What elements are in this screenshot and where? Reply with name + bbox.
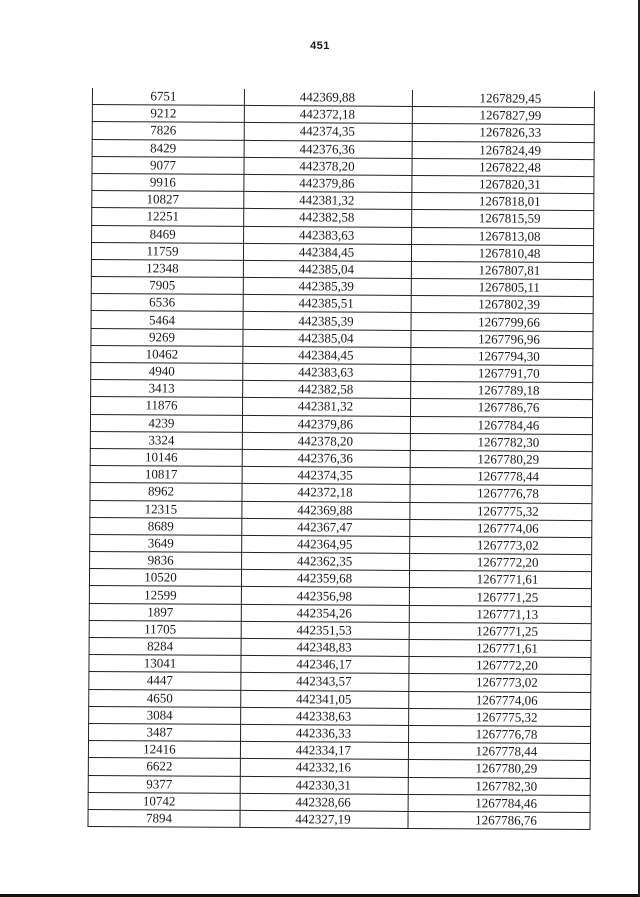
y-coordinate-cell: 1267776,78 (410, 485, 592, 503)
y-coordinate-cell: 1267784,46 (410, 416, 592, 434)
y-coordinate-cell: 1267815,59 (412, 210, 594, 228)
x-coordinate-cell: 442367,47 (242, 518, 410, 536)
point-number-cell: 6751 (92, 88, 244, 106)
x-coordinate-cell: 442382,58 (244, 209, 412, 227)
point-number-cell: 8469 (92, 225, 244, 243)
x-coordinate-cell: 442369,88 (244, 89, 412, 107)
y-coordinate-cell: 1267773,02 (410, 536, 592, 554)
x-coordinate-cell: 442381,32 (243, 398, 411, 416)
x-coordinate-cell: 442374,35 (244, 123, 412, 141)
y-coordinate-cell: 1267813,08 (412, 227, 594, 245)
x-coordinate-cell: 442328,66 (240, 793, 408, 811)
y-coordinate-cell: 1267776,78 (409, 725, 591, 743)
point-number-cell: 8962 (90, 483, 242, 501)
point-number-cell: 11876 (91, 397, 243, 415)
y-coordinate-cell: 1267772,20 (409, 657, 591, 675)
point-number-cell: 9916 (92, 173, 244, 191)
x-coordinate-cell: 442354,26 (241, 604, 409, 622)
y-coordinate-cell: 1267780,29 (410, 450, 592, 468)
point-number-cell: 4650 (89, 689, 241, 707)
point-number-cell: 3324 (90, 431, 242, 449)
point-number-cell: 1897 (89, 603, 241, 621)
y-coordinate-cell: 1267775,32 (409, 708, 591, 726)
y-coordinate-cell: 1267807,81 (411, 261, 593, 279)
point-number-cell: 10520 (89, 569, 241, 587)
y-coordinate-cell: 1267820,31 (412, 175, 594, 193)
y-coordinate-cell: 1267772,20 (410, 554, 592, 572)
point-number-cell: 10742 (88, 792, 240, 810)
point-number-cell: 10817 (90, 466, 242, 484)
point-number-cell: 12348 (91, 259, 243, 277)
table-row (88, 809, 590, 829)
point-number-cell: 9269 (91, 328, 243, 346)
point-number-cell: 9212 (92, 105, 244, 123)
x-coordinate-cell: 442332,16 (240, 759, 408, 777)
y-coordinate-cell: 1267827,99 (412, 107, 594, 125)
point-number-cell: 12315 (90, 500, 242, 518)
y-coordinate-cell: 1267824,49 (412, 141, 594, 159)
x-coordinate-cell: 442376,36 (244, 140, 412, 158)
point-number-cell: 7894 (88, 809, 240, 827)
point-number-cell: 5464 (91, 311, 243, 329)
y-coordinate-cell: 1267822,48 (412, 158, 594, 176)
y-coordinate-cell: 1267789,18 (411, 382, 593, 400)
point-number-cell: 4447 (89, 672, 241, 690)
y-coordinate-cell: 1267782,30 (408, 777, 590, 795)
x-coordinate-cell: 442384,45 (243, 346, 411, 364)
point-number-cell: 13041 (89, 655, 241, 673)
y-coordinate-cell: 1267826,33 (412, 124, 594, 142)
x-coordinate-cell: 442378,20 (242, 432, 410, 450)
x-coordinate-cell: 442374,35 (242, 467, 410, 485)
point-number-cell: 7826 (92, 122, 244, 140)
y-coordinate-cell: 1267775,32 (410, 502, 592, 520)
x-coordinate-cell: 442334,17 (240, 742, 408, 760)
x-coordinate-cell: 442385,39 (243, 277, 411, 295)
x-coordinate-cell: 442381,32 (244, 192, 412, 210)
point-number-cell: 10827 (92, 191, 244, 209)
x-coordinate-cell: 442376,36 (242, 449, 410, 467)
x-coordinate-cell: 442369,88 (242, 501, 410, 519)
x-coordinate-cell: 442372,18 (242, 484, 410, 502)
coordinates-table-container (87, 88, 594, 830)
point-number-cell: 3649 (90, 534, 242, 552)
y-coordinate-cell: 1267778,44 (408, 743, 590, 761)
x-coordinate-cell: 442362,35 (242, 552, 410, 570)
point-number-cell: 9836 (90, 552, 242, 570)
point-number-cell: 10146 (90, 448, 242, 466)
y-coordinate-cell: 1267782,30 (410, 433, 592, 451)
point-number-cell: 3487 (89, 723, 241, 741)
x-coordinate-cell: 442378,20 (244, 157, 412, 175)
y-coordinate-cell: 1267786,76 (411, 399, 593, 417)
x-coordinate-cell: 442346,17 (241, 656, 409, 674)
x-coordinate-cell: 442327,19 (240, 810, 408, 828)
point-number-cell: 4940 (91, 362, 243, 380)
point-number-cell: 11759 (91, 242, 243, 260)
x-coordinate-cell: 442351,53 (241, 621, 409, 639)
point-number-cell: 4239 (90, 414, 242, 432)
y-coordinate-cell: 1267773,02 (409, 674, 591, 692)
point-number-cell: 3413 (91, 380, 243, 398)
y-coordinate-cell: 1267774,06 (410, 519, 592, 537)
y-coordinate-cell: 1267780,29 (408, 760, 590, 778)
point-number-cell: 9077 (92, 156, 244, 174)
y-coordinate-cell: 1267786,76 (408, 811, 590, 829)
coordinates-table-body (88, 88, 595, 830)
x-coordinate-cell: 442359,68 (241, 570, 409, 588)
x-coordinate-cell: 442385,39 (243, 312, 411, 330)
y-coordinate-cell: 1267774,06 (409, 691, 591, 709)
point-number-cell: 3084 (89, 706, 241, 724)
x-coordinate-cell: 442385,51 (243, 295, 411, 313)
point-number-cell: 6536 (91, 294, 243, 312)
point-number-cell: 6622 (88, 758, 240, 776)
y-coordinate-cell: 1267818,01 (412, 193, 594, 211)
y-coordinate-cell: 1267799,66 (411, 313, 593, 331)
point-number-cell: 9377 (88, 775, 240, 793)
point-number-cell: 10462 (91, 345, 243, 363)
x-coordinate-cell: 442341,05 (241, 690, 409, 708)
coordinates-table (87, 88, 595, 830)
point-number-cell: 12251 (92, 208, 244, 226)
y-coordinate-cell: 1267791,70 (411, 364, 593, 382)
y-coordinate-cell: 1267771,25 (409, 622, 591, 640)
point-number-cell: 8284 (89, 637, 241, 655)
y-coordinate-cell: 1267805,11 (411, 279, 593, 297)
point-number-cell: 8429 (92, 139, 244, 157)
x-coordinate-cell: 442385,04 (243, 329, 411, 347)
page-number: 451 (310, 40, 330, 52)
x-coordinate-cell: 442343,57 (241, 673, 409, 691)
y-coordinate-cell: 1267771,13 (409, 605, 591, 623)
y-coordinate-cell: 1267802,39 (411, 296, 593, 314)
point-number-cell: 12599 (89, 586, 241, 604)
x-coordinate-cell: 442379,86 (242, 415, 410, 433)
point-number-cell: 11705 (89, 620, 241, 638)
point-number-cell: 12416 (88, 741, 240, 759)
point-number-cell: 8689 (90, 517, 242, 535)
x-coordinate-cell: 442330,31 (240, 776, 408, 794)
y-coordinate-cell: 1267771,25 (409, 588, 591, 606)
y-coordinate-cell: 1267784,46 (408, 794, 590, 812)
x-coordinate-cell: 442336,33 (241, 724, 409, 742)
x-coordinate-cell: 442383,63 (243, 363, 411, 381)
y-coordinate-cell: 1267794,30 (411, 347, 593, 365)
x-coordinate-cell: 442364,95 (242, 535, 410, 553)
y-coordinate-cell: 1267810,48 (411, 244, 593, 262)
y-coordinate-cell: 1267771,61 (409, 571, 591, 589)
x-coordinate-cell: 442383,63 (244, 226, 412, 244)
x-coordinate-cell: 442372,18 (244, 106, 412, 124)
x-coordinate-cell: 442356,98 (241, 587, 409, 605)
x-coordinate-cell: 442385,04 (243, 260, 411, 278)
y-coordinate-cell: 1267771,61 (409, 639, 591, 657)
point-number-cell: 7905 (91, 277, 243, 295)
y-coordinate-cell: 1267778,44 (410, 468, 592, 486)
y-coordinate-cell: 1267796,96 (411, 330, 593, 348)
x-coordinate-cell: 442379,86 (244, 174, 412, 192)
x-coordinate-cell: 442382,58 (243, 381, 411, 399)
x-coordinate-cell: 442338,63 (241, 707, 409, 725)
x-coordinate-cell: 442348,83 (241, 638, 409, 656)
y-coordinate-cell: 1267829,45 (412, 90, 594, 108)
x-coordinate-cell: 442384,45 (243, 243, 411, 261)
